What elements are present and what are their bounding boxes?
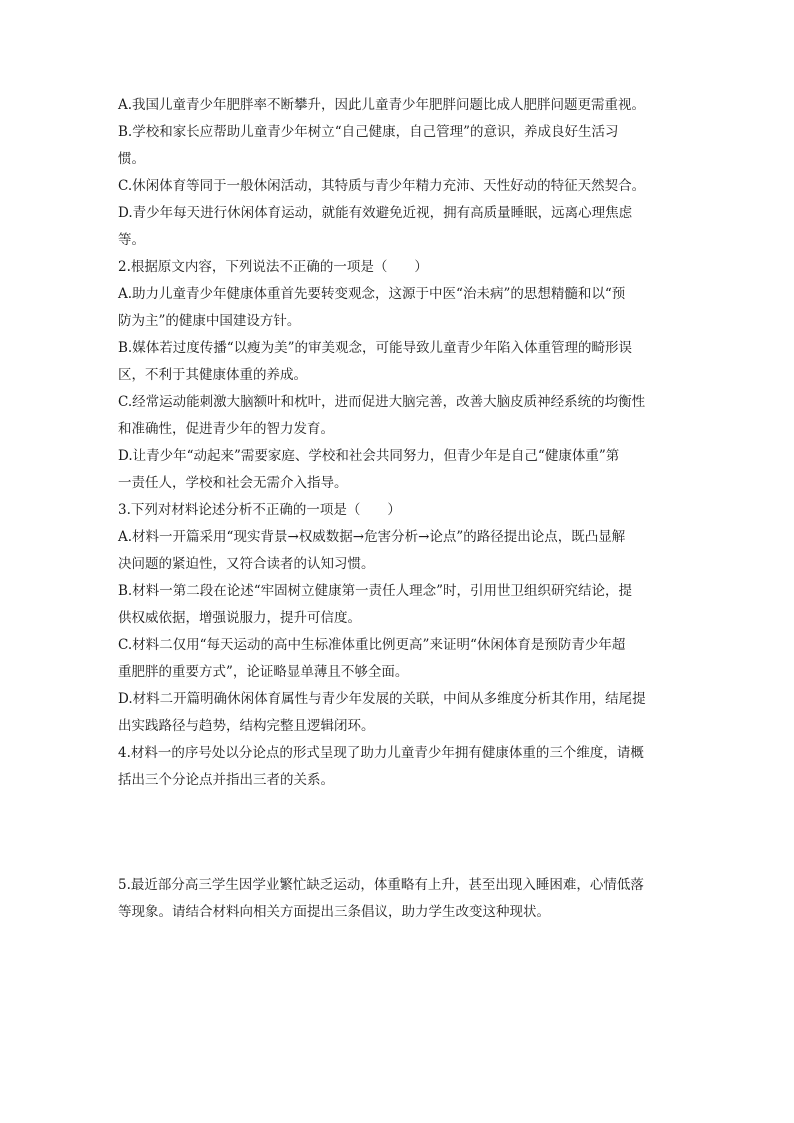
q3-option-d-cont: 出实践路径与趋势，结构完整且逻辑闭环。 [118, 718, 375, 734]
q2-option-d: D.让青少年“动起来”需要家庭、学校和社会共同努力，但青少年是自己“健康体重”第 [118, 448, 620, 464]
q2-option-c-cont: 和准确性，促进青少年的智力发育。 [118, 421, 334, 437]
q5-stem-cont: 等现象。请结合材料向相关方面提出三条倡议，助力学生改变这种现状。 [118, 904, 550, 920]
q2-stem: 2.根据原文内容，下列说法不正确的一项是（ ） [118, 259, 428, 275]
q2-option-c: C.经常运动能刺激大脑额叶和枕叶，进而促进大脑完善，改善大脑皮质神经系统的均衡性 [118, 394, 646, 410]
q3-option-a-cont: 决问题的紧迫性，又符合读者的认知习惯。 [118, 556, 375, 572]
q2-option-b-cont: 区，不利于其健康体重的养成。 [118, 367, 307, 383]
q3-option-c-cont: 重肥胖的重要方式”，论证略显单薄且不够全面。 [118, 664, 409, 680]
q3-option-b-cont: 供权威依据，增强说服力，提升可信度。 [118, 610, 361, 626]
q2-option-b: B.媒体若过度传播“以瘦为美”的审美观念，可能导致儿童青少年陷入体重管理的畸形误 [118, 340, 633, 356]
q3-option-d: D.材料二开篇明确休闲体育属性与青少年发展的关联，中间从多维度分析其作用，结尾提 [118, 691, 646, 707]
q5-stem: 5.最近部分高三学生因学业繁忙缺乏运动，体重略有上升，甚至出现入睡困难，心情低落 [118, 877, 644, 893]
q1-option-b: B.学校和家长应帮助儿童青少年树立“自己健康，自己管理”的意识，养成良好生活习 [118, 124, 619, 140]
q2-option-d-cont: 一责任人，学校和社会无需介入指导。 [118, 475, 348, 491]
q1-option-d: D.青少年每天进行休闲体育运动，就能有效避免近视，拥有高质量睡眠，远离心理焦虑 [118, 205, 633, 221]
q3-option-b: B.材料一第二段在论述“牢固树立健康第一责任人理念”时，引用世卫组织研究结论，提 [118, 583, 633, 599]
q1-option-d-cont: 等。 [118, 232, 145, 248]
q2-option-a: A.助力儿童青少年健康体重首先要转变观念，这源于中医“治未病”的思想精髓和以“预 [118, 286, 626, 302]
q1-option-c: C.休闲体育等同于一般休闲活动，其特质与青少年精力充沛、天性好动的特征天然契合。 [118, 178, 646, 194]
q4-stem: 4.材料一的序号处以分论点的形式呈现了助力儿童青少年拥有健康体重的三个维度，请概 [118, 745, 644, 761]
q3-option-a: A.材料一开篇采用“现实背景→权威数据→危害分析→论点”的路径提出论点，既凸显解 [118, 529, 626, 545]
q1-option-b-cont: 惯。 [118, 151, 145, 167]
q1-option-a: A.我国儿童青少年肥胖率不断攀升，因此儿童青少年肥胖问题比成人肥胖问题更需重视。 [118, 97, 646, 113]
q3-option-c: C.材料二仅用“每天运动的高中生标准体重比例更高”来证明“休闲体育是预防青少年超 [118, 637, 626, 653]
q3-stem: 3.下列对材料论述分析不正确的一项是（ ） [118, 502, 401, 518]
q2-option-a-cont: 防为主”的健康中国建设方针。 [118, 313, 301, 329]
q4-stem-cont: 括出三个分论点并指出三者的关系。 [118, 772, 334, 788]
